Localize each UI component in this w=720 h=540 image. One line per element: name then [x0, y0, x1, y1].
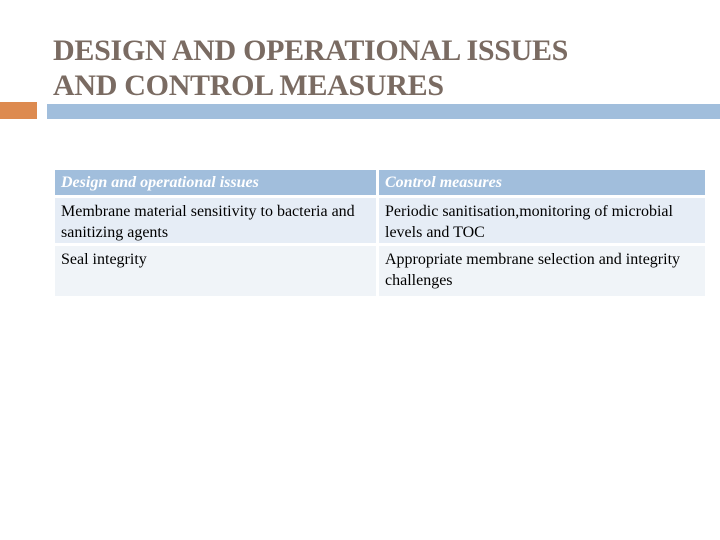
table-cell-issue-row-1: Membrane material sensitivity to bacteria and sanitizing agents	[55, 198, 376, 243]
table-header-control-measures: Control measures	[379, 170, 705, 195]
table-cell-measure-row-1: Periodic sanitisation,monitoring of microbial levels and TOC	[379, 198, 705, 243]
accent-blue-bar	[47, 104, 720, 119]
table-cell-issue-row-2: Seal integrity	[55, 246, 376, 296]
table-cell-measure-row-2: Appropriate membrane selection and integrity challenges	[379, 246, 705, 296]
issues-table	[55, 170, 705, 296]
slide-title	[53, 33, 710, 103]
table-header-design-operational-issues: Design and operational issues	[55, 170, 376, 195]
accent-orange-square	[0, 102, 37, 119]
title-line-1: DESIGN AND OPERATIONAL ISSUES	[53, 34, 569, 67]
title-line-2: AND CONTROL MEASURES	[53, 69, 444, 102]
